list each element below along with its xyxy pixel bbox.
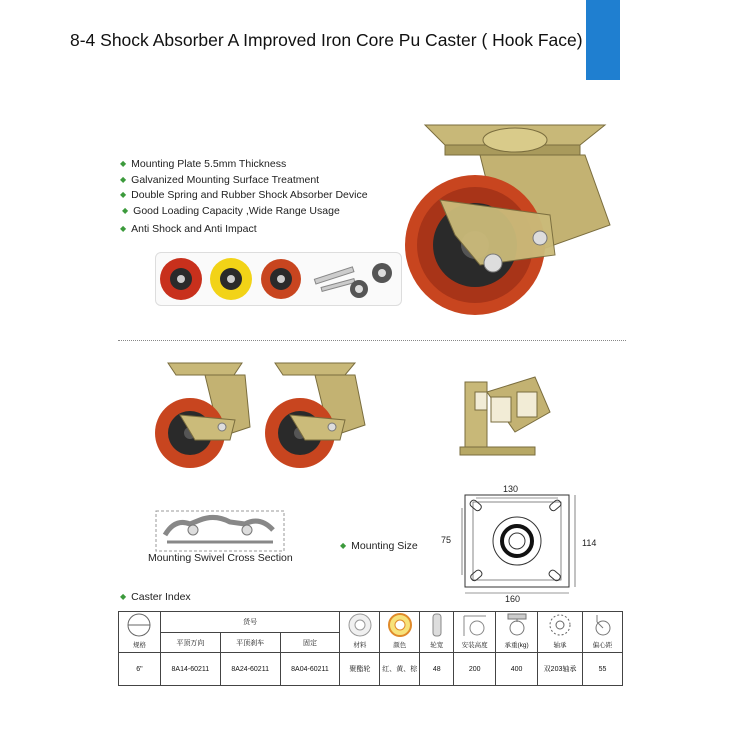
bearing-cell: 双203轴承 xyxy=(538,653,583,686)
wheel-width-icon xyxy=(427,612,447,638)
brake-model-cell: 8A24-60211 xyxy=(220,653,280,686)
diamond-bullet-icon: ◆ xyxy=(120,224,127,233)
height-cell: 200 xyxy=(454,653,496,686)
feature-list xyxy=(120,157,368,238)
bracket-side-image xyxy=(455,372,560,462)
bearing-icon xyxy=(547,612,573,638)
offset-cell: 55 xyxy=(582,653,622,686)
dim-75: 75 xyxy=(441,535,452,545)
dim-114: 114 xyxy=(582,538,597,548)
diamond-bullet-icon: ◆ xyxy=(340,541,347,550)
height-header-cell: 安装高度 xyxy=(454,612,496,653)
diamond-bullet-icon: ◆ xyxy=(120,190,127,199)
dim-160: 160 xyxy=(505,594,521,604)
diamond-bullet-icon: ◆ xyxy=(120,174,127,184)
accent-bar xyxy=(586,0,620,80)
mount-height-icon xyxy=(460,612,490,638)
mounting-size-label: ◆ Mounting Size xyxy=(340,540,418,552)
color-cell: 红、黄、棕 xyxy=(380,653,420,686)
cross-section-caption: Mounting Swivel Cross Section xyxy=(148,552,293,564)
brake-header: 平顶刹车 xyxy=(220,633,280,653)
wheel-size-icon xyxy=(124,612,154,638)
cross-section-image xyxy=(155,510,285,552)
load-capacity-icon xyxy=(502,612,532,638)
load-header-cell: 承重(kg) xyxy=(496,612,538,653)
offset-header-cell: 偏心距 xyxy=(582,612,622,653)
bearing-header-cell: 轴承 xyxy=(538,612,583,653)
table-row xyxy=(119,653,623,686)
swivel-model-cell: 8A14-60211 xyxy=(160,653,220,686)
page-title: 8-4 Shock Absorber A Improved Iron Core Pu Caster ( Hook Face) xyxy=(70,30,583,50)
section-divider xyxy=(118,340,626,341)
caster-index-table xyxy=(118,611,623,686)
diamond-bullet-icon: ◆ xyxy=(122,205,129,215)
material-icon xyxy=(347,612,373,638)
diamond-bullet-icon: ◆ xyxy=(120,159,127,168)
feature-item: ◆ Good Loading Capacity ,Wide Range Usage xyxy=(122,204,340,217)
caster-pair-image xyxy=(150,355,380,470)
feature-item: ◆ Double Spring and Rubber Shock Absorber Device xyxy=(120,189,368,201)
feature-item: ◆ Galvanized Mounting Surface Treatment xyxy=(120,173,320,186)
feature-item: ◆ Mounting Plate 5.5mm Thickness xyxy=(120,158,287,170)
color-icon xyxy=(387,612,413,638)
caster-index-label: ◆ Caster Index xyxy=(120,591,191,603)
model-group-header: 货号 xyxy=(160,612,339,633)
swivel-header: 平顶万向 xyxy=(160,633,220,653)
material-cell: 聚酯轮 xyxy=(340,653,380,686)
fixed-header: 固定 xyxy=(280,633,340,653)
width-cell: 48 xyxy=(420,653,454,686)
diamond-bullet-icon: ◆ xyxy=(120,592,127,601)
dim-130: 130 xyxy=(503,484,519,494)
load-cell: 400 xyxy=(496,653,538,686)
caster-main-image xyxy=(400,105,620,330)
mounting-plate-drawing xyxy=(440,480,605,605)
fixed-model-cell: 8A04-60211 xyxy=(280,653,340,686)
size-header-cell: 规格 xyxy=(119,612,161,653)
wheel-components-icon xyxy=(156,253,401,305)
wheel-components-image xyxy=(155,252,402,306)
size-cell: 6" xyxy=(119,653,161,686)
material-header-cell: 材料 xyxy=(340,612,380,653)
color-header-cell: 颜色 xyxy=(380,612,420,653)
width-header-cell: 轮宽 xyxy=(420,612,454,653)
feature-item: ◆ Anti Shock and Anti Impact xyxy=(120,223,257,235)
swivel-offset-icon xyxy=(589,612,615,638)
